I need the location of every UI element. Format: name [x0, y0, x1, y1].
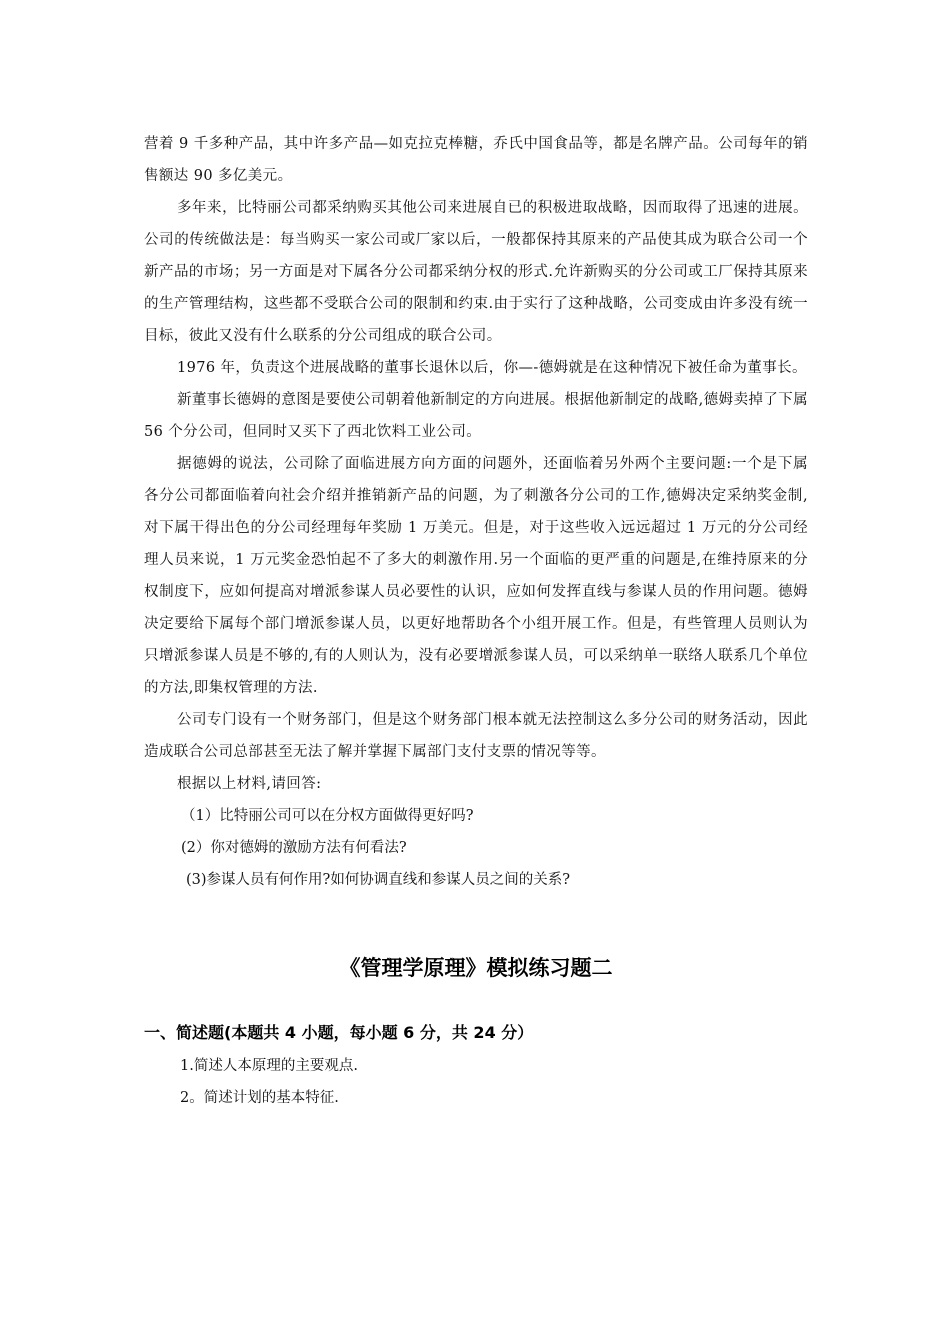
question-2: (2）你对德姆的激励方法有何看法?	[181, 840, 407, 856]
section-heading: 一、简述题(本题共 4 小题，每小题 6 分，共 24 分）	[144, 1023, 534, 1042]
paragraph-5: 据德姆的说法，公司除了面临进展方向方面的问题外，还面临着另外两个主要问题:一个是下属各分公司都面临着向社会介绍并推销新产品的问题，为了刺激各分公司的工作,德姆决定采纳奖金制,对下属干得出色的分公司经理每年奖励 1 万美元。但是，对于这些收入远远超过 1 万元的分公司经理人员来说，1 万元奖金恐怕起不了多大的刺激作用.另一个面临的更严重的问题是,在维持原来的分权制度下，应如何提高对增派参谋人员必要性的认识，应如何发挥直线与参谋人员的作用问题。德姆决定要给下属每个部门增派参谋人员，以更好地帮助各个小组开展工作。但是，有些管理人员则认为只增派参谋人员是不够的,有的人则认为，没有必要增派参谋人员，可以采纳单一联络人联系几个单位的方法,即集权管理的方法.	[144, 456, 808, 696]
item-2: 2。简述计划的基本特征.	[180, 1090, 339, 1106]
paragraph-7: 根据以上材料,请回答:	[177, 776, 322, 792]
question-1: （1）比特丽公司可以在分权方面做得更好吗?	[181, 808, 474, 824]
paragraph-3: 1976 年，负责这个进展战略的董事长退休以后，你—-德姆就是在这种情况下被任命为董事长。	[177, 360, 807, 376]
paragraph-1: 营着 9 千多种产品，其中许多产品—如克拉克棒糖，乔氏中国食品等，都是名牌产品。公司每年的销售额达 90 多亿美元。	[144, 136, 808, 184]
paragraph-6: 公司专门设有一个财务部门，但是这个财务部门根本就无法控制这么多分公司的财务活动，因此造成联合公司总部甚至无法了解并掌握下属部门支付支票的情况等等。	[144, 712, 808, 760]
document-content	[144, 128, 808, 1114]
paragraph-4: 新董事长德姆的意图是要使公司朝着他新制定的方向进展。根据他新制定的战略,德姆卖掉了下属 56 个分公司，但同时又买下了西北饮料工业公司。	[144, 392, 808, 440]
question-3: (3)参谋人员有何作用?如何协调直线和参谋人员之间的关系?	[186, 872, 571, 888]
paragraph-2: 多年来，比特丽公司都采纳购买其他公司来进展自已的积极进取战略，因而取得了迅速的进展。公司的传统做法是：每当购买一家公司或厂家以后，一般都保持其原来的产品使其成为联合公司一个新产品的市场；另一方面是对下属各分公司都采纳分权的形式.允许新购买的分公司或工厂保持其原来的生产管理结构，这些都不受联合公司的限制和约束.由于实行了这种战略，公司变成由许多没有统一目标，彼此又没有什么联系的分公司组成的联合公司。	[144, 200, 808, 344]
exercise-title: 《管理学原理》模拟练习题二	[339, 956, 613, 980]
item-1: 1.简述人本原理的主要观点.	[180, 1058, 358, 1074]
